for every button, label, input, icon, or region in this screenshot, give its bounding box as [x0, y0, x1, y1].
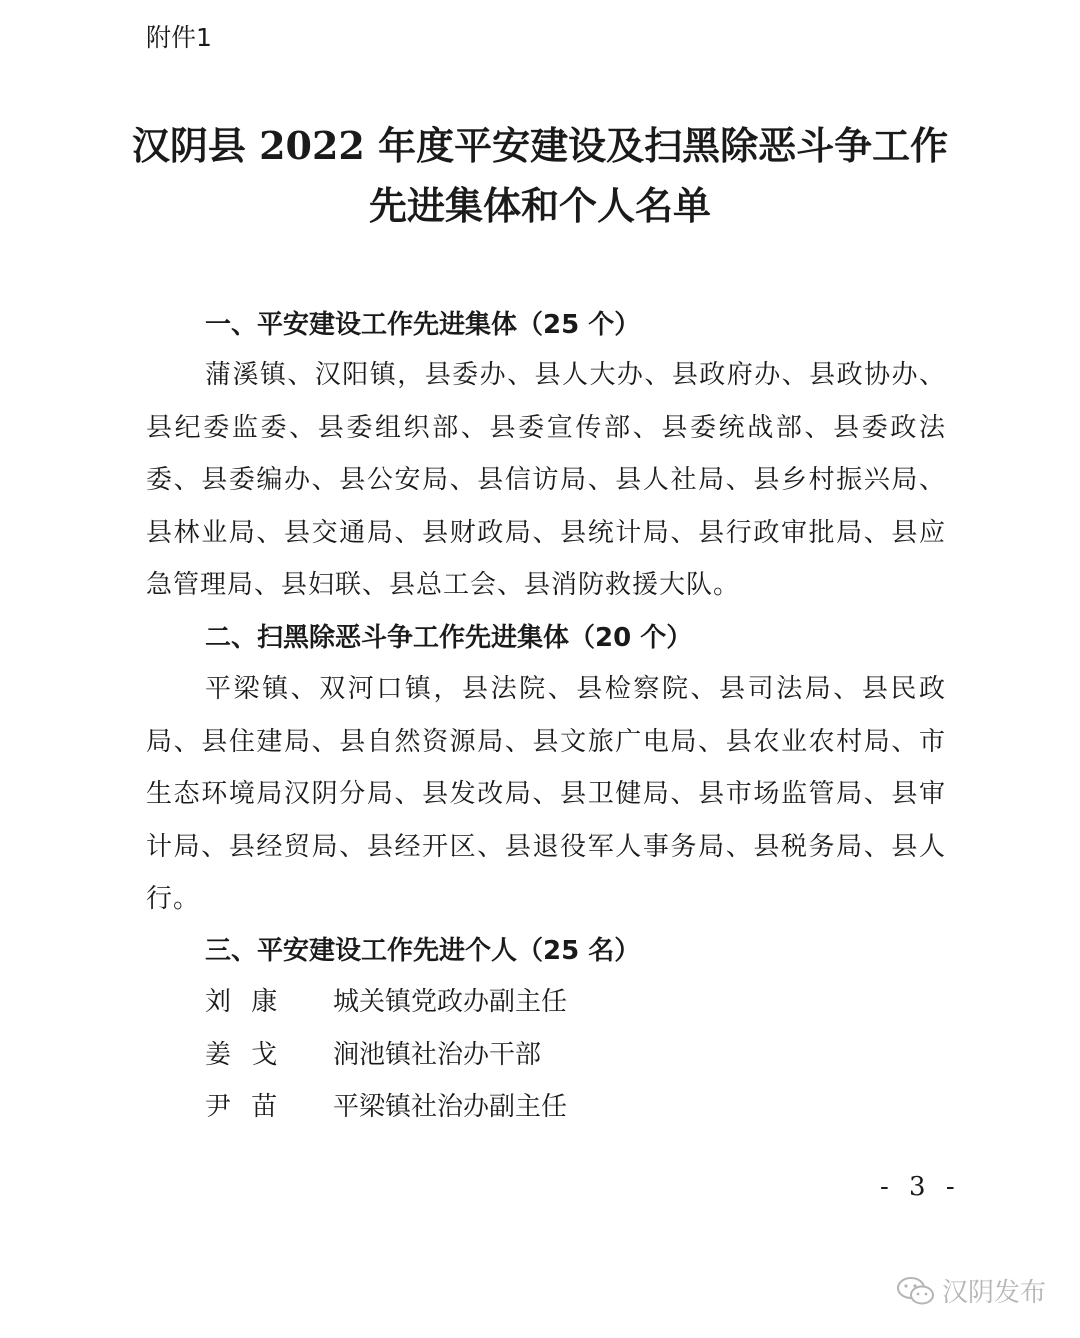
attachment-label: 附件1 — [146, 23, 212, 52]
watermark — [896, 1272, 1046, 1309]
page-number: - 3 - — [880, 1172, 961, 1202]
person-title: 涧池镇社治办干部 — [333, 1040, 542, 1070]
person-title: 城关镇党政办副主任 — [333, 987, 568, 1017]
person-name: 姜 戈 — [205, 1040, 284, 1070]
section-heading-2: 二、扫黑除恶斗争工作先进集体（20 个） — [205, 623, 693, 653]
document-title-line2: 先进集体和个人名单 — [368, 183, 711, 228]
section-body-2: 平梁镇、双河口镇，县法院、县检察院、县司法局、县民政局、县住建局、县自然资源局、县文旅广电局、县农业农村局、市生态环境局汉阴分局、县发改局、县卫健局、县市场监管局、县审计局、县经贸局、县经开区、县退役军人事务局、县税务局、县人行。 — [146, 674, 946, 914]
person-title: 平梁镇社治办副主任 — [333, 1092, 568, 1122]
person-name: 刘 康 — [205, 987, 284, 1017]
wechat-icon — [896, 1275, 936, 1307]
section-body-1: 蒲溪镇、汉阳镇，县委办、县人大办、县政府办、县政协办、县纪委监委、县委组织部、县委宣传部、县委统战部、县委政法委、县委编办、县公安局、县信访局、县人社局、县乡村振兴局、县林业局、县交通局、县财政局、县统计局、县行政审批局、县应急管理局、县妇联、县总工会、县消防救援大队。 — [146, 360, 946, 600]
watermark-text: 汉阴发布 — [942, 1278, 1047, 1308]
document-title-line1: 汉阴县 2022 年度平安建设及扫黑除恶斗争工作 — [131, 123, 949, 168]
person-row — [205, 1087, 567, 1127]
section-heading-3: 三、平安建设工作先进个人（25 名） — [205, 936, 641, 966]
person-name: 尹 苗 — [205, 1092, 284, 1122]
person-row — [205, 1035, 541, 1075]
person-row — [205, 982, 567, 1022]
section-heading-1: 一、平安建设工作先进集体（25 个） — [205, 310, 641, 340]
